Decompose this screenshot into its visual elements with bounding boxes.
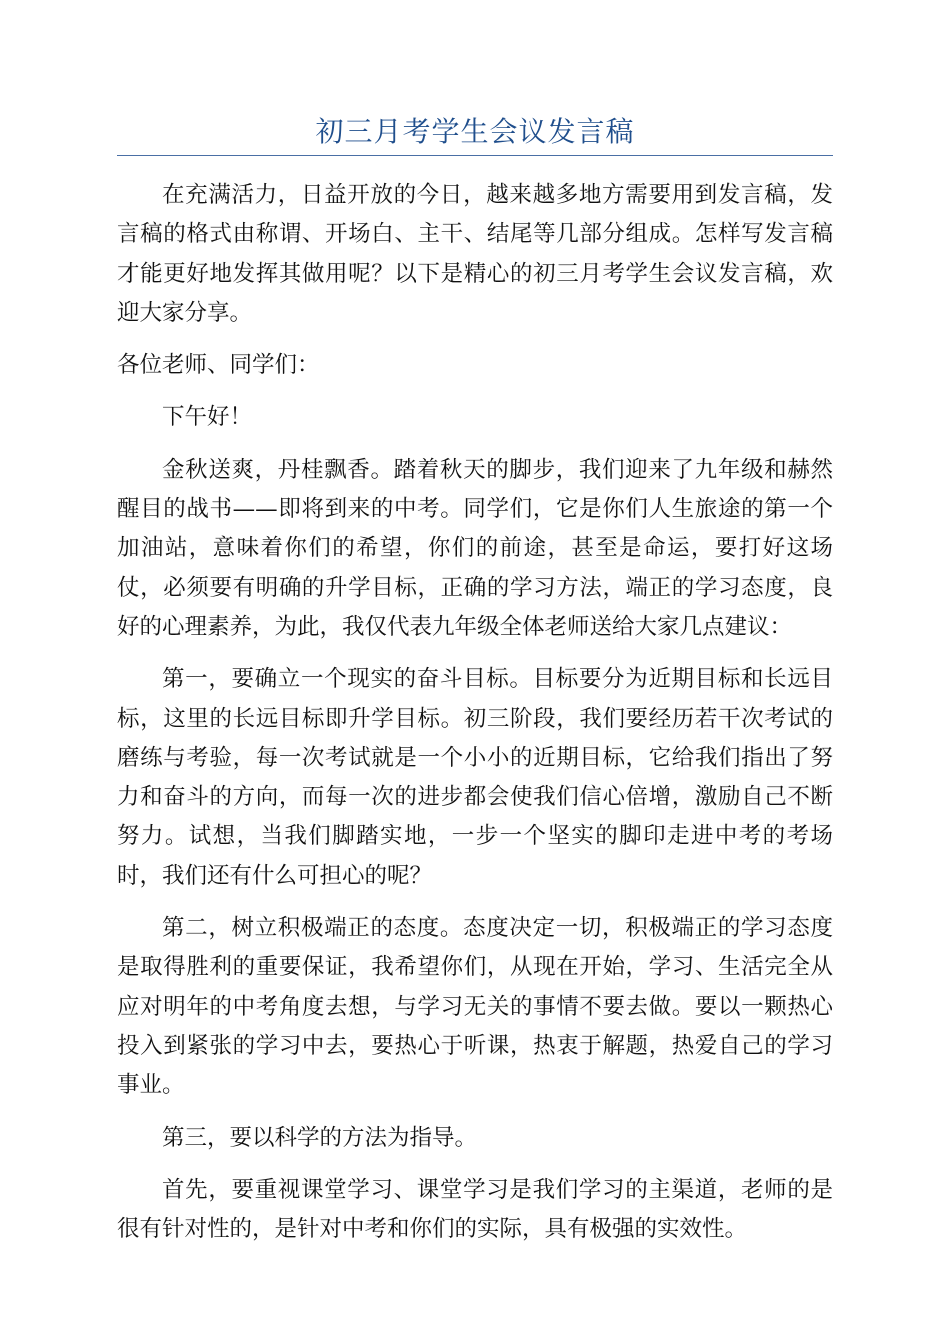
paragraph-greeting: 下午好！ bbox=[162, 404, 253, 431]
title-underline bbox=[117, 155, 833, 156]
paragraph-point-one: 第一，要确立一个现实的奋斗目标。目标要分为近期目标和长远目标，这里的长远目标即升学目标。初三阶段，我们要经历若干次考试的磨练与考验，每一次考试就是一个小小的近期目标，它给我们指出了努力和奋斗的方向，而每一次的进步都会使我们信心倍增，激励自己不断努力。试想，当我们脚踏实地，一步一个坚实的脚印走进中考的考场时，我们还有什么可担心的呢？ bbox=[117, 666, 833, 889]
document-title: 初三月考学生会议发言稿 bbox=[315, 115, 635, 148]
paragraph-opening: 金秋送爽，丹桂飘香。踏着秋天的脚步，我们迎来了九年级和赫然醒目的战书——即将到来的中考。同学们，它是你们人生旅途的第一个加油站，意味着你们的希望，你们的前途，甚至是命运，要打好这场仗，必须要有明确的升学目标，正确的学习方法，端正的学习态度，良好的心理素养，为此，我仅代表九年级全体老师送给大家几点建议： bbox=[117, 456, 833, 640]
paragraph-intro: 在充满活力，日益开放的今日，越来越多地方需要用到发言稿，发言稿的格式由称谓、开场白、主干、结尾等几部分组成。怎样写发言稿才能更好地发挥其做用呢？以下是精心的初三月考学生会议发言稿，欢迎大家分享。 bbox=[117, 182, 833, 326]
paragraph-salutation: 各位老师、同学们： bbox=[117, 352, 320, 379]
document-body bbox=[117, 176, 833, 1262]
paragraph-point-three: 第三，要以科学的方法为指导。 bbox=[162, 1124, 478, 1151]
paragraph-first-method: 首先，要重视课堂学习、课堂学习是我们学习的主渠道，老师的是很有针对性的，是针对中考和你们的实际，具有极强的实效性。 bbox=[117, 1176, 833, 1243]
paragraph-point-two: 第二，树立积极端正的态度。态度决定一切，积极端正的学习态度是取得胜利的重要保证，我希望你们，从现在开始，学习、生活完全从应对明年的中考角度去想，与学习无关的事情不要去做。要以一颗热心投入到紧张的学习中去，要热心于听课，热衷于解题，热爱自己的学习事业。 bbox=[117, 915, 833, 1099]
